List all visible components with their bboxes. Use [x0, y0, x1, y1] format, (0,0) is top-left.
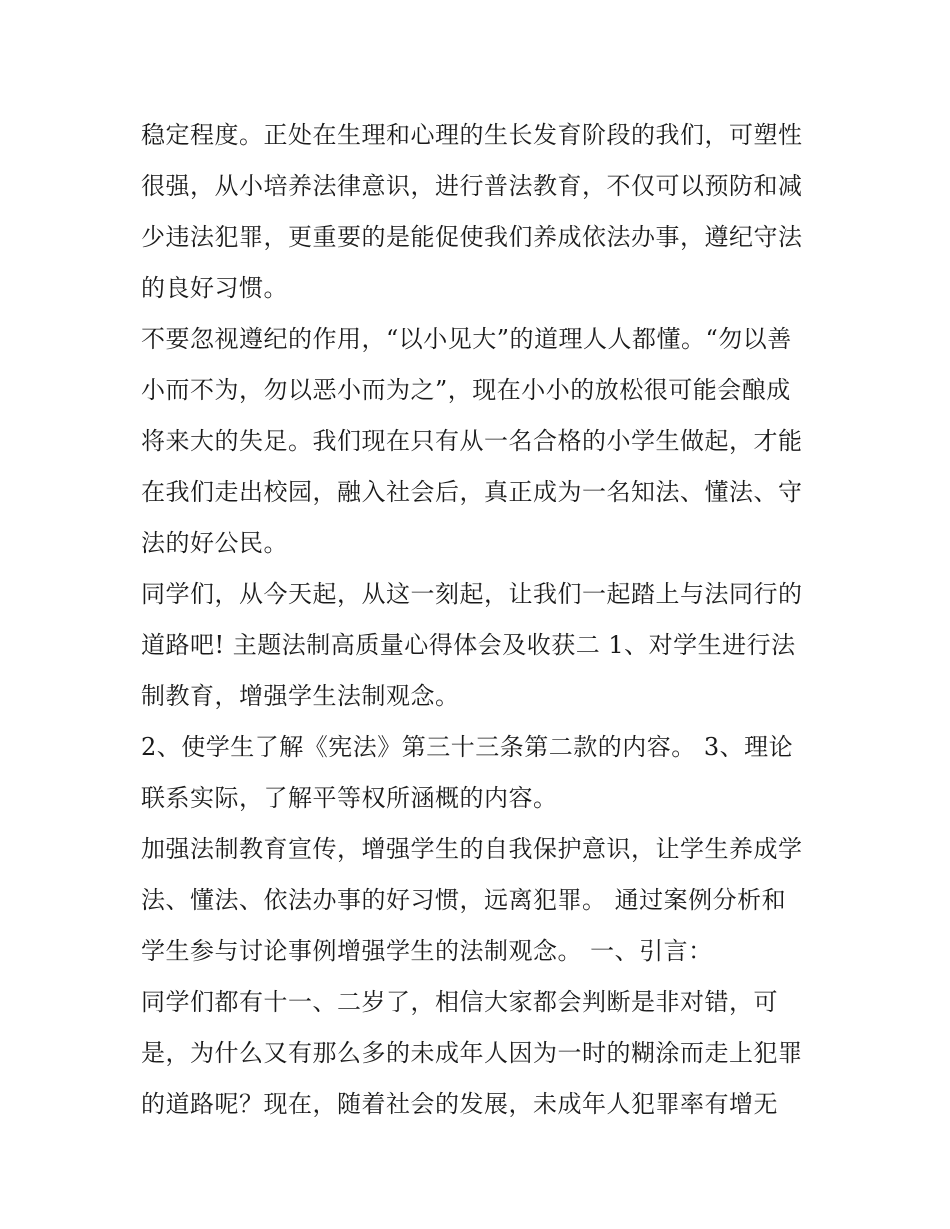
text-line: 稳定程度。正处在生理和心理的生长发育阶段的我们，可塑性: [141, 121, 803, 149]
text-line: 道路吧! 主题法制高质量心得体会及收获二 1、对学生进行法: [141, 631, 796, 659]
text-line: 同学们，从今天起，从这一刻起，让我们一起踏上与法同行的: [141, 580, 803, 608]
text-line: 同学们都有十一、二岁了，相信大家都会判断是非对错，可: [141, 988, 778, 1016]
text-line: 小而不为，勿以恶小而为之”，现在小小的放松很可能会酿成: [141, 376, 791, 404]
paragraph-2: [141, 314, 821, 569]
document-body: [141, 110, 821, 1130]
text-line: 的道路呢？现在，随着社会的发展，未成年人犯罪率有增无: [141, 1090, 778, 1118]
paragraph-1: [141, 110, 821, 314]
text-line: 将来大的失足。我们现在只有从一名合格的小学生做起，才能: [141, 427, 803, 455]
text-line: 制教育，增强学生法制观念。: [141, 682, 460, 710]
text-line: 加强法制教育宣传，增强学生的自我保护意识，让学生养成学: [141, 835, 803, 863]
text-line: 学生参与讨论事例增强学生的法制观念。 一、引言：: [141, 937, 713, 965]
text-line: 很强，从小培养法律意识，进行普法教育，不仅可以预防和减: [141, 172, 803, 200]
paragraph-3: [141, 569, 821, 722]
paragraph-5: [141, 824, 821, 977]
text-line: 在我们走出校园，融入社会后，真正成为一名知法、懂法、守: [141, 478, 803, 506]
paragraph-6: [141, 977, 821, 1130]
text-line: 联系实际，了解平等权所涵概的内容。: [141, 784, 558, 812]
text-line: 不要忽视遵纪的作用，“以小见大”的道理人人都懂。“勿以善: [141, 325, 792, 353]
text-line: 是，为什么又有那么多的未成年人因为一时的糊涂而走上犯罪: [141, 1039, 803, 1067]
text-line: 法的好公民。: [141, 529, 288, 557]
text-line: 少违法犯罪，更重要的是能促使我们养成依法办事，遵纪守法: [141, 223, 803, 251]
text-line: 法、懂法、依法办事的好习惯，远离犯罪。 通过案例分析和: [141, 886, 787, 914]
paragraph-4: [141, 722, 821, 824]
text-line: 的良好习惯。: [141, 274, 288, 302]
text-line: 2、使学生了解《宪法》第三十三条第二款的内容。 3、理论: [141, 733, 794, 761]
